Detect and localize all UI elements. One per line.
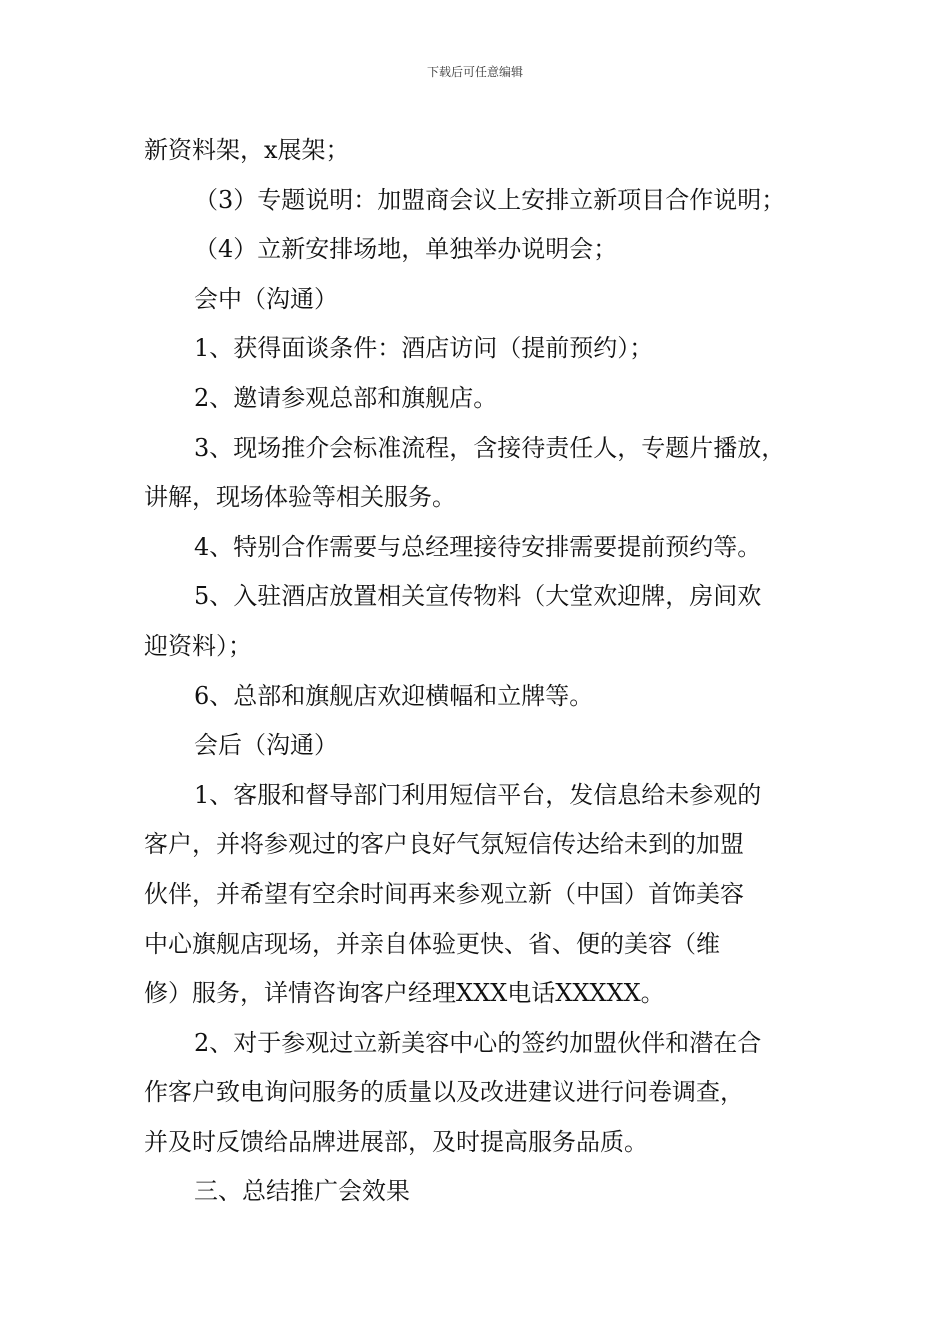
document-body (144, 126, 824, 1217)
paragraph-line: 新资料架，x展架； (144, 136, 350, 164)
page-header: 下载后可任意编辑 (426, 65, 523, 79)
section-heading: 三、总结推广会效果 (194, 1177, 410, 1206)
paragraph-line: 4、特别合作需要与总经理接待安排需要提前预约等。 (194, 532, 762, 561)
paragraph-line: 3、现场推介会标准流程，含接待责任人，专题片播放， (194, 433, 786, 462)
paragraph-line: 修）服务，详情咨询客户经理XXX电话XXXXX。 (144, 979, 665, 1008)
paragraph-line: 讲解，现场体验等相关服务。 (144, 483, 456, 512)
section-heading: 会中（沟通） (194, 284, 338, 313)
paragraph-line: 1、客服和督导部门利用短信平台，发信息给未参观的 (194, 780, 762, 809)
paragraph-line: 5、入驻酒店放置相关宣传物料（大堂欢迎牌，房间欢 (194, 582, 762, 611)
paragraph-line: 2、对于参观过立新美容中心的签约加盟伙伴和潜在合 (194, 1028, 762, 1057)
paragraph-line: 伙伴，并希望有空余时间再来参观立新（中国）首饰美容 (144, 879, 744, 908)
paragraph-line: 客户，并将参观过的客户良好气氛短信传达给未到的加盟 (144, 830, 744, 859)
section-heading: 会后（沟通） (194, 731, 338, 760)
paragraph-line: （3）专题说明：加盟商会议上安排立新项目合作说明； (194, 185, 786, 214)
paragraph-line: 6、总部和旗舰店欢迎横幅和立牌等。 (194, 681, 594, 710)
paragraph-line: 中心旗舰店现场，并亲自体验更快、省、便的美容（维 (144, 929, 720, 958)
paragraph-line: 1、获得面谈条件：酒店访问（提前预约）； (194, 334, 654, 363)
paragraph-line: 2、邀请参观总部和旗舰店。 (194, 383, 498, 412)
paragraph-line: 并及时反馈给品牌进展部，及时提高服务品质。 (144, 1127, 648, 1156)
paragraph-line: 作客户致电询问服务的质量以及改进建议进行问卷调查， (144, 1078, 744, 1107)
paragraph-line: （4）立新安排场地，单独举办说明会； (194, 235, 618, 264)
paragraph-line: 迎资料）； (144, 631, 252, 660)
